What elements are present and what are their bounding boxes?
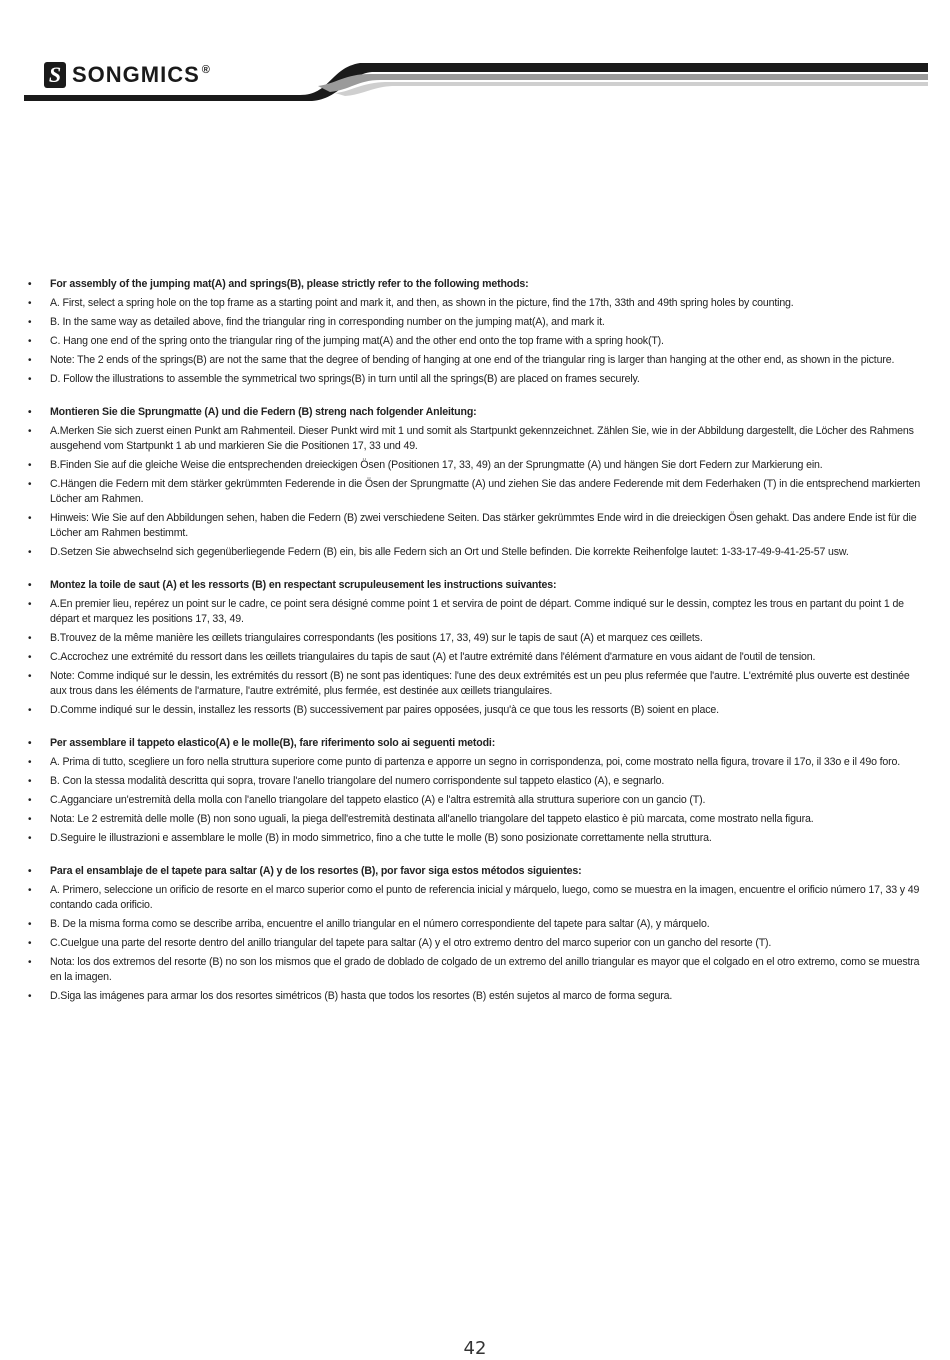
section-italian	[28, 736, 926, 846]
brand-logo	[44, 60, 210, 90]
list-item: • B. Con la stessa modalità descritta qui sopra, trovare l'anello triangolare del numero corrispondente sul tappeto elastico (A), e segnarlo.	[28, 774, 926, 789]
list-item: • D.Comme indiqué sur le dessin, installez les ressorts (B) successivement par paires opposées, jusqu'à ce que tous les ressorts (B) soient en place.	[28, 703, 926, 718]
section-spanish	[28, 864, 926, 1004]
page-number: 42	[463, 1338, 487, 1359]
page-header	[0, 0, 950, 110]
section-heading: • Montieren Sie die Sprungmatte (A) und die Federn (B) streng nach folgender Anleitung:	[28, 405, 926, 420]
list-item: • D.Setzen Sie abwechselnd sich gegenüberliegende Federn (B) ein, bis alle Federn sich an Ort und Stelle befinden. Die korrekte Reihenfolge lautet: 1-33-17-49-9-41-25-57 usw.	[28, 545, 926, 560]
list-item: • Hinweis: Wie Sie auf den Abbildungen sehen, haben die Federn (B) zwei verschiedene Seiten. Das stärker gekrümmtes Ende wird in die dreieckigen Ösen gehakt. Das andere Ende ist für die Löcher am Rahmen bestimmt.	[28, 511, 926, 541]
list-item: • C.Accrochez une extrémité du ressort dans les œillets triangulaires du tapis de saut (A) et l'autre extrémité dans l'élément d'armature en vous aidant de l'outil de tension.	[28, 650, 926, 665]
section-heading: • For assembly of the jumping mat(A) and springs(B), please strictly refer to the following methods:	[28, 277, 926, 292]
section-heading: • Para el ensamblaje de el tapete para saltar (A) y de los resortes (B), por favor siga estos métodos siguientes:	[28, 864, 926, 879]
list-item: • C.Agganciare un'estremità della molla con l'anello triangolare del tappeto elastico (A) e l'altra estremità alla struttura superiore con un gancio (T).	[28, 793, 926, 808]
list-item: • A. Prima di tutto, scegliere un foro nella struttura superiore come punto di partenza e apporre un segno in corrispondenza, poi, come mostrato nella figura, trovare il 17o, il 33o e il 49o foro.	[28, 755, 926, 770]
section-heading: • Montez la toile de saut (A) et les ressorts (B) en respectant scrupuleusement les instructions suivantes:	[28, 578, 926, 593]
section-heading: • Per assemblare il tappeto elastico(A) e le molle(B), fare riferimento solo ai seguenti metodi:	[28, 736, 926, 751]
list-item: • B.Trouvez de la même manière les œillets triangulaires correspondants (les positions 17, 33, 49) sur le tapis de saut (A) et marquez ces œillets.	[28, 631, 926, 646]
section-french	[28, 578, 926, 718]
list-item: • B.Finden Sie auf die gleiche Weise die entsprechenden dreieckigen Ösen (Positionen 17, 33, 49) an der Sprungmatte (A) und hängen Sie dort Federn zur Markierung ein.	[28, 458, 926, 473]
list-item: • C. Hang one end of the spring onto the triangular ring of the jumping mat(A) and the other end onto the top frame with a spring hook(T).	[28, 334, 926, 349]
registered-mark: ®	[201, 64, 210, 76]
header-swoosh-graphic	[0, 0, 950, 110]
list-item: • Note: The 2 ends of the springs(B) are not the same that the degree of bending of hanging at one end of the triangular ring is larger than hanging at the other end, as shown in the picture.	[28, 353, 926, 368]
list-item: • Nota: Le 2 estremità delle molle (B) non sono uguali, la piega dell'estremità destinata all'anello triangolare del tappeto elastico è più marcata, come mostrato nella figura.	[28, 812, 926, 827]
section-english	[28, 277, 926, 387]
section-german	[28, 405, 926, 560]
list-item: • D. Follow the illustrations to assemble the symmetrical two springs(B) in turn until all the springs(B) are placed on frames securely.	[28, 372, 926, 387]
list-item: • D.Seguire le illustrazioni e assemblare le molle (B) in modo simmetrico, fino a che tutte le molle (B) sono posizionate correttamente nella struttura.	[28, 831, 926, 846]
list-item: • A. Primero, seleccione un orificio de resorte en el marco superior como el punto de referencia inicial y márquelo, luego, como se muestra en la imagen, encuentre el orificio número 17, 33 y 49 contando cada orificio.	[28, 883, 926, 913]
list-item: • A. First, select a spring hole on the top frame as a starting point and mark it, and then, as shown in the picture, find the 17th, 33th and 49th spring holes by counting.	[28, 296, 926, 311]
list-item: • A.Merken Sie sich zuerst einen Punkt am Rahmenteil. Dieser Punkt wird mit 1 und somit als Startpunkt gekennzeichnet. Zählen Sie, wie in der Abbildung dargestellt, die Löcher des Rahmens ausgehend vom Startpunkt 1 ab und markieren Sie die Positionen 17, 33 und 49.	[28, 424, 926, 454]
list-item: • Nota: los dos extremos del resorte (B) no son los mismos que el grado de doblado de colgado de un extremo del anillo triangular es mayor que el colgado en el otro extremo, como se muestra en la imagen.	[28, 955, 926, 985]
list-item: • A.En premier lieu, repérez un point sur le cadre, ce point sera désigné comme point 1 et servira de point de départ. Comme indiqué sur le dessin, comptez les trous en partant du point 1 de départ et marquez les positions 17, 33, 49.	[28, 597, 926, 627]
list-item: • C.Cuelgue una parte del resorte dentro del anillo triangular del tapete para saltar (A) y el otro extremo dentro del marco superior con un gancho del resorte (T).	[28, 936, 926, 951]
list-item: • C.Hängen die Federn mit dem stärker gekrümmten Federende in die Ösen der Sprungmatte (A) und ziehen Sie das andere Federende mit dem Federhaken (T) in die entsprechend markierten Löcher am Rahmen.	[28, 477, 926, 507]
list-item: • B. De la misma forma como se describe arriba, encuentre el anillo triangular en el número correspondiente del tapete para saltar (A), y márquelo.	[28, 917, 926, 932]
list-item: • B. In the same way as detailed above, find the triangular ring in corresponding number on the jumping mat(A), and mark it.	[28, 315, 926, 330]
list-item: • D.Siga las imágenes para armar los dos resortes simétricos (B) hasta que todos los resortes (B) estén sujetos al marco de forma segura.	[28, 989, 926, 1004]
instructions-body	[28, 277, 926, 1022]
brand-name: SONGMICS	[72, 62, 200, 87]
brand-logo-mark: S	[44, 62, 66, 88]
list-item: • Note: Comme indiqué sur le dessin, les extrémités du ressort (B) ne sont pas identiques: l'une des deux extrémités est un peu plus refermée que l'autre. L'extrémité plus ouverte est destinée aux trous dans les éléments de l'armature, l'autre extrémité, plus fermée, est destinée aux œillets triangulaires.	[28, 669, 926, 699]
